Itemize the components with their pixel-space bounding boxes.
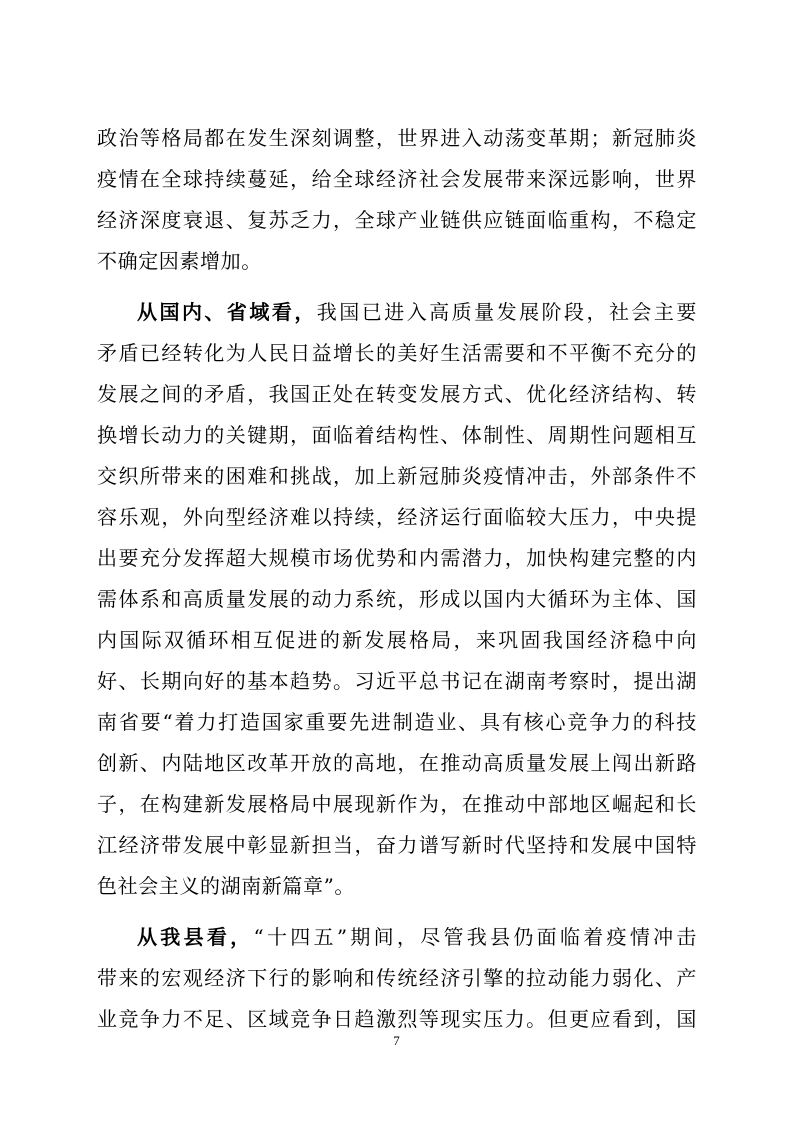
text-line: 南省要“着力打造国家重要先进制造业、具有核心竞争力的科技 bbox=[97, 710, 697, 734]
paragraph-domestic-provincial bbox=[97, 292, 697, 907]
text-line: 内国际双循环相互促进的新发展格局，来巩固我国经济稳中向 bbox=[97, 628, 697, 652]
document-body bbox=[97, 118, 697, 1040]
section-lead-county: 从我县看， bbox=[137, 925, 254, 949]
text-line-rest: “十四五”期间，尽管我县仍面临着疫情冲击 bbox=[253, 925, 697, 949]
text-line: 色社会主义的湖南新篇章”。 bbox=[97, 874, 356, 898]
text-line-rest: 我国已进入高质量发展阶段，社会主要 bbox=[316, 300, 697, 324]
text-line: 矛盾已经转化为人民日益增长的美好生活需要和不平衡不充分的 bbox=[97, 341, 697, 365]
text-line: 交织所带来的困难和挑战，加上新冠肺炎疫情冲击，外部条件不 bbox=[97, 464, 697, 488]
text-line: 出要充分发挥超大规模市场优势和内需潜力，加快构建完整的内 bbox=[97, 546, 697, 570]
text-line: 业竞争力不足、区域竞争日趋激烈等现实压力。但更应看到，国 bbox=[97, 1007, 697, 1031]
text-line: 创新、内陆地区改革开放的高地，在推动高质量发展上闯出新路 bbox=[97, 751, 697, 775]
text-line bbox=[97, 292, 697, 333]
text-line: 好、长期向好的基本趋势。习近平总书记在湖南考察时，提出湖 bbox=[97, 669, 697, 693]
paragraph-global-situation bbox=[97, 118, 697, 282]
text-line: 发展之间的矛盾，我国正处在转变发展方式、优化经济结构、转 bbox=[97, 382, 697, 406]
text-line: 经济深度衰退、复苏乏力，全球产业链供应链面临重构，不稳定 bbox=[97, 208, 697, 232]
text-line: 政治等格局都在发生深刻调整，世界进入动荡变革期；新冠肺炎 bbox=[97, 126, 697, 150]
text-line bbox=[97, 917, 697, 958]
text-line: 不确定因素增加。 bbox=[97, 249, 262, 273]
text-line: 带来的宏观经济下行的影响和传统经济引擎的拉动能力弱化、产 bbox=[97, 966, 697, 990]
text-line: 江经济带发展中彰显新担当，奋力谱写新时代坚持和发展中国特 bbox=[97, 833, 697, 857]
text-line: 子，在构建新发展格局中展现新作为，在推动中部地区崛起和长 bbox=[97, 792, 697, 816]
text-line: 换增长动力的关键期，面临着结构性、体制性、周期性问题相互 bbox=[97, 423, 697, 447]
text-line: 疫情在全球持续蔓延，给全球经济社会发展带来深远影响，世界 bbox=[97, 167, 697, 191]
text-line: 需体系和高质量发展的动力系统，形成以国内大循环为主体、国 bbox=[97, 587, 697, 611]
text-line: 容乐观，外向型经济难以持续，经济运行面临较大压力，中央提 bbox=[97, 505, 697, 529]
paragraph-county bbox=[97, 917, 697, 1040]
section-lead-domestic: 从国内、省域看， bbox=[137, 300, 317, 324]
page-number: 7 bbox=[393, 1033, 400, 1048]
